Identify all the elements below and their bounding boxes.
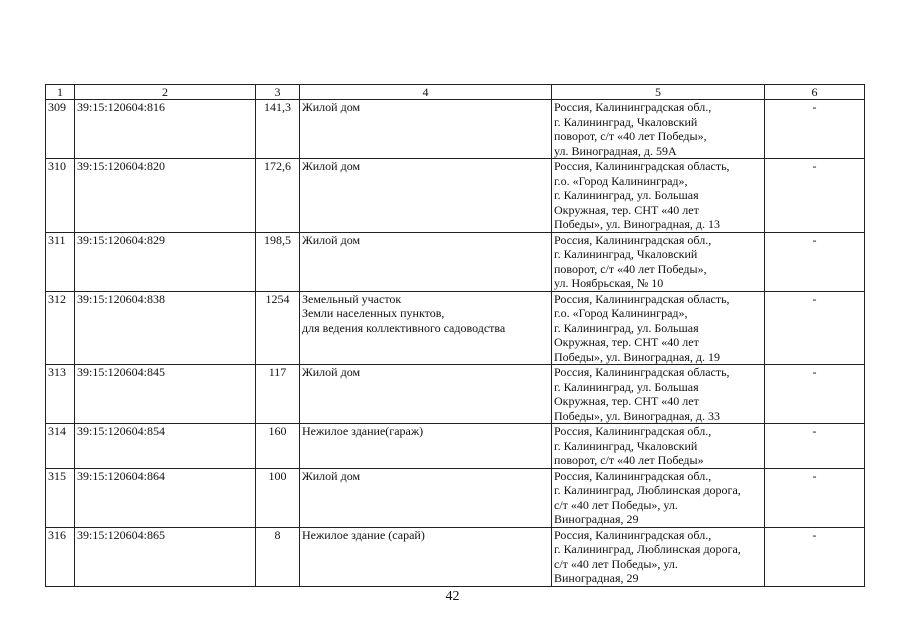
- address-line: Россия, Калининградская обл.,: [554, 232, 712, 247]
- area-value: 8: [256, 527, 300, 586]
- address-line: Россия, Калининградская область,: [554, 159, 730, 173]
- address: [552, 527, 765, 586]
- object-name: [300, 527, 552, 586]
- address-line: ул. Ноябрьская, № 10: [554, 276, 664, 290]
- area-value: 198,5: [256, 232, 300, 291]
- table-row: [46, 232, 865, 291]
- object-name-line: для ведения коллективного садоводства: [302, 320, 506, 335]
- address-line: Россия, Калининградская обл.,: [554, 468, 712, 483]
- object-name-line: Жилой дом: [302, 232, 361, 247]
- address: [552, 468, 765, 527]
- address-line: Россия, Калининградская область,: [554, 291, 730, 306]
- cadastral-number: 39:15:120604:865: [75, 527, 256, 586]
- address-line: с/т «40 лет Победы», ул.: [554, 497, 678, 512]
- address-line: Победы», ул. Виноградная, д. 33: [554, 408, 720, 423]
- object-name: [300, 159, 552, 233]
- column-header-2: 2: [75, 85, 256, 100]
- column-header-5: 5: [552, 85, 765, 100]
- address-line: г. Калининград, ул. Большая: [554, 188, 699, 202]
- object-name-line: Земельный участок: [302, 291, 402, 306]
- column-header-4: 4: [300, 85, 552, 100]
- cadastral-number: 39:15:120604:820: [75, 159, 256, 233]
- row-number: 315: [46, 468, 75, 527]
- object-name-line: Нежилое здание (сарай): [302, 527, 425, 542]
- object-name-line: Нежилое здание(гараж): [302, 424, 424, 438]
- cadastral-number: 39:15:120604:864: [75, 468, 256, 527]
- address-line: Окружная, тер. СНТ «40 лет: [554, 202, 699, 217]
- address-line: г. Калининград, Чкаловский: [554, 247, 698, 261]
- page-number: 42: [445, 589, 460, 604]
- address-line: Россия, Калининградская область,: [554, 365, 730, 379]
- address: [552, 159, 765, 233]
- property-registry-table: [45, 84, 865, 587]
- address-line: Победы», ул. Виноградная, д. 13: [554, 217, 720, 231]
- cadastral-number: 39:15:120604:838: [75, 291, 256, 365]
- column-header-1: 1: [46, 85, 75, 100]
- address: [552, 291, 765, 365]
- object-name-line: Жилой дом: [302, 365, 361, 379]
- area-value: 160: [256, 424, 300, 469]
- row-number: 313: [46, 365, 75, 424]
- note-dash: -: [765, 365, 865, 424]
- address-line: г. Калининград, Чкаловский: [554, 114, 698, 129]
- address-line: поворот, с/т «40 лет Победы»,: [554, 261, 707, 276]
- address-line: г. Калининград, ул. Большая: [554, 379, 699, 394]
- area-value: 1254: [256, 291, 300, 365]
- object-name-line: Земли населенных пунктов,: [302, 306, 445, 320]
- address-line: г. Калининград, ул. Большая: [554, 320, 699, 335]
- address-line: г.о. «Город Калининград»,: [554, 306, 688, 320]
- address-line: поворот, с/т «40 лет Победы»: [554, 453, 704, 467]
- address: [552, 424, 765, 469]
- address: [552, 100, 765, 159]
- note-dash: -: [765, 159, 865, 233]
- address-line: г. Калининград, Люблинская дорога,: [554, 542, 741, 556]
- area-value: 172,6: [256, 159, 300, 233]
- address-line: г.о. «Город Калининград»,: [554, 173, 688, 188]
- note-dash: -: [765, 232, 865, 291]
- cadastral-number: 39:15:120604:854: [75, 424, 256, 469]
- address-line: Россия, Калининградская обл.,: [554, 527, 712, 542]
- address-line: ул. Виноградная, д. 59А: [554, 143, 677, 158]
- table-row: [46, 100, 865, 159]
- note-dash: -: [765, 527, 865, 586]
- address-line: г. Калининград, Чкаловский: [554, 438, 698, 453]
- note-dash: -: [765, 291, 865, 365]
- address-line: Окружная, тер. СНТ «40 лет: [554, 335, 699, 349]
- address-line: поворот, с/т «40 лет Победы»,: [554, 129, 707, 143]
- table-row: [46, 291, 865, 365]
- cadastral-number: 39:15:120604:829: [75, 232, 256, 291]
- table-row: [46, 527, 865, 586]
- table-row: [46, 424, 865, 469]
- note-dash: -: [765, 100, 865, 159]
- address: [552, 365, 765, 424]
- table-row: [46, 159, 865, 233]
- cadastral-number: 39:15:120604:816: [75, 100, 256, 159]
- object-name: [300, 468, 552, 527]
- address-line: Победы», ул. Виноградная, д. 19: [554, 349, 720, 364]
- address-line: Виноградная, 29: [554, 571, 639, 585]
- object-name: [300, 291, 552, 365]
- address-line: Россия, Калининградская обл.,: [554, 424, 712, 438]
- address-line: Виноградная, 29: [554, 512, 639, 526]
- column-header-3: 3: [256, 85, 300, 100]
- row-number: 312: [46, 291, 75, 365]
- object-name: [300, 232, 552, 291]
- object-name: [300, 424, 552, 469]
- object-name-line: Жилой дом: [302, 100, 361, 114]
- area-value: 141,3: [256, 100, 300, 159]
- column-number-header-row: [46, 85, 865, 100]
- object-name: [300, 100, 552, 159]
- row-number: 311: [46, 232, 75, 291]
- note-dash: -: [765, 424, 865, 469]
- address-line: Россия, Калининградская обл.,: [554, 100, 712, 114]
- address-line: г. Калининград, Люблинская дорога,: [554, 483, 741, 497]
- cadastral-number: 39:15:120604:845: [75, 365, 256, 424]
- registry-body: [46, 100, 865, 587]
- row-number: 310: [46, 159, 75, 233]
- object-name-line: Жилой дом: [302, 468, 361, 483]
- table-row: [46, 365, 865, 424]
- address: [552, 232, 765, 291]
- row-number: 314: [46, 424, 75, 469]
- area-value: 117: [256, 365, 300, 424]
- table-row: [46, 468, 865, 527]
- row-number: 316: [46, 527, 75, 586]
- area-value: 100: [256, 468, 300, 527]
- row-number: 309: [46, 100, 75, 159]
- column-header-6: 6: [765, 85, 865, 100]
- object-name-line: Жилой дом: [302, 159, 361, 173]
- object-name: [300, 365, 552, 424]
- address-line: с/т «40 лет Победы», ул.: [554, 556, 678, 571]
- address-line: Окружная, тер. СНТ «40 лет: [554, 394, 699, 408]
- note-dash: -: [765, 468, 865, 527]
